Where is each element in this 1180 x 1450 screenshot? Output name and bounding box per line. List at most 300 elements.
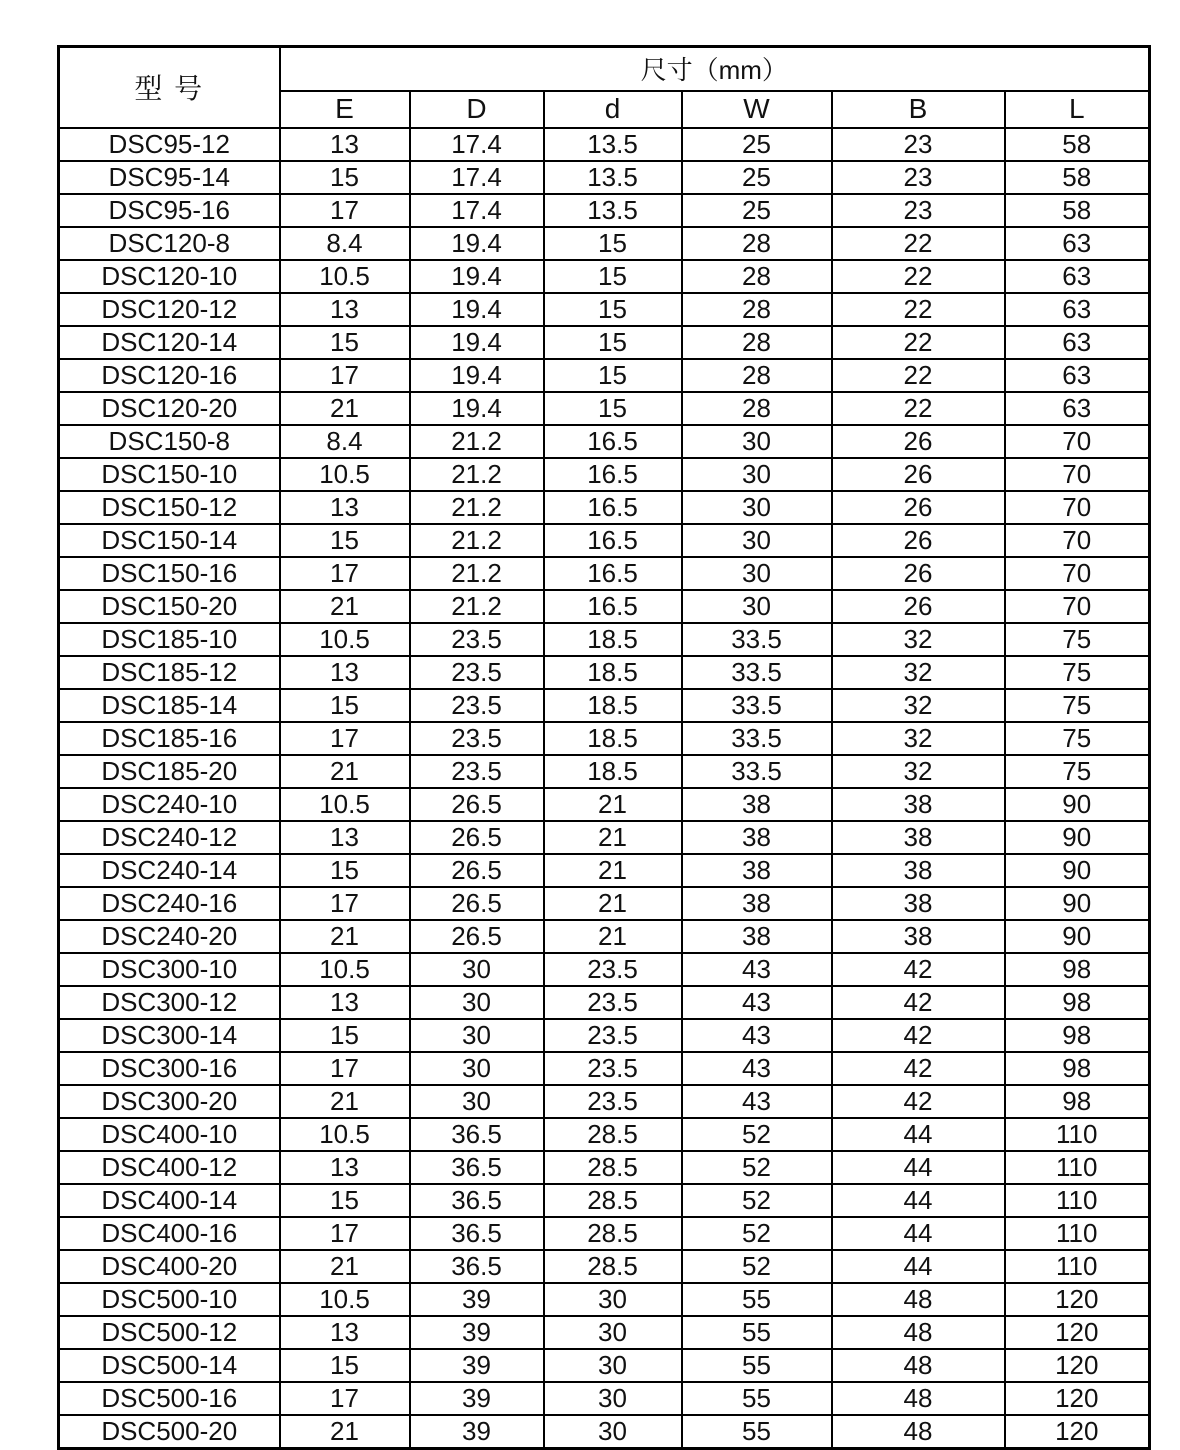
value-cell-D: 17.4 <box>410 128 544 161</box>
value-cell-D: 17.4 <box>410 161 544 194</box>
value-cell-D: 30 <box>410 1019 544 1052</box>
value-cell-d: 18.5 <box>544 755 682 788</box>
table-row <box>59 1052 1150 1085</box>
value-cell-d: 23.5 <box>544 953 682 986</box>
value-cell-d: 18.5 <box>544 623 682 656</box>
value-cell-D: 21.2 <box>410 491 544 524</box>
value-cell-d: 21 <box>544 854 682 887</box>
value-cell-D: 39 <box>410 1382 544 1415</box>
value-cell-W: 33.5 <box>682 623 832 656</box>
value-cell-L: 98 <box>1005 1085 1150 1118</box>
value-cell-B: 22 <box>832 392 1005 425</box>
value-cell-D: 23.5 <box>410 656 544 689</box>
value-cell-D: 30 <box>410 1052 544 1085</box>
table-row <box>59 161 1150 194</box>
table-row <box>59 359 1150 392</box>
value-cell-E: 17 <box>280 194 410 227</box>
value-cell-W: 55 <box>682 1415 832 1449</box>
value-cell-L: 110 <box>1005 1184 1150 1217</box>
value-cell-L: 63 <box>1005 293 1150 326</box>
value-cell-B: 38 <box>832 788 1005 821</box>
value-cell-L: 63 <box>1005 260 1150 293</box>
value-cell-d: 16.5 <box>544 557 682 590</box>
value-cell-L: 70 <box>1005 491 1150 524</box>
model-cell: DSC300-20 <box>59 1085 280 1118</box>
value-cell-B: 32 <box>832 656 1005 689</box>
value-cell-D: 26.5 <box>410 821 544 854</box>
value-cell-d: 28.5 <box>544 1151 682 1184</box>
table-row <box>59 293 1150 326</box>
value-cell-B: 23 <box>832 161 1005 194</box>
value-cell-B: 22 <box>832 227 1005 260</box>
value-cell-L: 63 <box>1005 359 1150 392</box>
value-cell-D: 23.5 <box>410 689 544 722</box>
model-cell: DSC120-10 <box>59 260 280 293</box>
model-cell: DSC150-20 <box>59 590 280 623</box>
value-cell-L: 63 <box>1005 392 1150 425</box>
value-cell-L: 90 <box>1005 854 1150 887</box>
value-cell-E: 15 <box>280 689 410 722</box>
value-cell-W: 33.5 <box>682 656 832 689</box>
value-cell-W: 33.5 <box>682 755 832 788</box>
column-header-W: W <box>682 91 832 128</box>
table-row <box>59 887 1150 920</box>
value-cell-B: 42 <box>832 986 1005 1019</box>
value-cell-B: 38 <box>832 854 1005 887</box>
value-cell-B: 26 <box>832 590 1005 623</box>
value-cell-L: 120 <box>1005 1349 1150 1382</box>
model-cell: DSC120-14 <box>59 326 280 359</box>
value-cell-W: 25 <box>682 161 832 194</box>
value-cell-D: 36.5 <box>410 1118 544 1151</box>
value-cell-E: 15 <box>280 524 410 557</box>
model-cell: DSC120-12 <box>59 293 280 326</box>
value-cell-d: 16.5 <box>544 458 682 491</box>
value-cell-L: 90 <box>1005 821 1150 854</box>
value-cell-E: 13 <box>280 293 410 326</box>
value-cell-W: 43 <box>682 986 832 1019</box>
value-cell-D: 19.4 <box>410 392 544 425</box>
value-cell-d: 15 <box>544 227 682 260</box>
model-cell: DSC240-16 <box>59 887 280 920</box>
value-cell-D: 21.2 <box>410 557 544 590</box>
value-cell-B: 38 <box>832 821 1005 854</box>
value-cell-W: 52 <box>682 1250 832 1283</box>
value-cell-d: 30 <box>544 1415 682 1449</box>
table-row <box>59 1217 1150 1250</box>
value-cell-D: 26.5 <box>410 854 544 887</box>
column-header-D: D <box>410 91 544 128</box>
value-cell-W: 52 <box>682 1118 832 1151</box>
table-row <box>59 1085 1150 1118</box>
value-cell-W: 28 <box>682 326 832 359</box>
value-cell-d: 13.5 <box>544 161 682 194</box>
value-cell-B: 26 <box>832 524 1005 557</box>
value-cell-D: 30 <box>410 1085 544 1118</box>
value-cell-W: 28 <box>682 260 832 293</box>
value-cell-W: 55 <box>682 1349 832 1382</box>
value-cell-B: 48 <box>832 1415 1005 1449</box>
value-cell-B: 23 <box>832 194 1005 227</box>
column-header-L: L <box>1005 91 1150 128</box>
table-row <box>59 194 1150 227</box>
value-cell-B: 38 <box>832 887 1005 920</box>
value-cell-B: 26 <box>832 557 1005 590</box>
table-row <box>59 920 1150 953</box>
value-cell-E: 17 <box>280 1052 410 1085</box>
value-cell-E: 21 <box>280 755 410 788</box>
value-cell-L: 75 <box>1005 623 1150 656</box>
value-cell-B: 22 <box>832 326 1005 359</box>
value-cell-D: 17.4 <box>410 194 544 227</box>
value-cell-L: 70 <box>1005 590 1150 623</box>
model-cell: DSC185-20 <box>59 755 280 788</box>
value-cell-E: 10.5 <box>280 260 410 293</box>
value-cell-L: 90 <box>1005 788 1150 821</box>
model-cell: DSC240-10 <box>59 788 280 821</box>
value-cell-B: 22 <box>832 293 1005 326</box>
model-cell: DSC300-10 <box>59 953 280 986</box>
value-cell-D: 36.5 <box>410 1151 544 1184</box>
value-cell-L: 110 <box>1005 1118 1150 1151</box>
value-cell-E: 10.5 <box>280 458 410 491</box>
value-cell-W: 43 <box>682 1085 832 1118</box>
column-header-B: B <box>832 91 1005 128</box>
value-cell-L: 110 <box>1005 1217 1150 1250</box>
value-cell-d: 28.5 <box>544 1250 682 1283</box>
value-cell-E: 15 <box>280 326 410 359</box>
value-cell-E: 21 <box>280 920 410 953</box>
value-cell-L: 75 <box>1005 755 1150 788</box>
model-cell: DSC500-14 <box>59 1349 280 1382</box>
value-cell-L: 70 <box>1005 557 1150 590</box>
value-cell-W: 28 <box>682 392 832 425</box>
value-cell-d: 23.5 <box>544 986 682 1019</box>
value-cell-L: 98 <box>1005 1019 1150 1052</box>
model-cell: DSC500-12 <box>59 1316 280 1349</box>
table-row <box>59 557 1150 590</box>
value-cell-E: 17 <box>280 722 410 755</box>
model-cell: DSC150-8 <box>59 425 280 458</box>
value-cell-W: 52 <box>682 1151 832 1184</box>
table-row <box>59 524 1150 557</box>
value-cell-L: 98 <box>1005 986 1150 1019</box>
value-cell-E: 10.5 <box>280 1283 410 1316</box>
value-cell-d: 16.5 <box>544 590 682 623</box>
value-cell-W: 30 <box>682 557 832 590</box>
value-cell-d: 16.5 <box>544 524 682 557</box>
model-cell: DSC400-10 <box>59 1118 280 1151</box>
value-cell-W: 43 <box>682 1052 832 1085</box>
value-cell-E: 13 <box>280 1151 410 1184</box>
value-cell-D: 19.4 <box>410 326 544 359</box>
model-cell: DSC120-20 <box>59 392 280 425</box>
value-cell-W: 38 <box>682 788 832 821</box>
value-cell-B: 48 <box>832 1349 1005 1382</box>
value-cell-L: 90 <box>1005 887 1150 920</box>
model-cell: DSC240-12 <box>59 821 280 854</box>
value-cell-B: 23 <box>832 128 1005 161</box>
column-header-d: d <box>544 91 682 128</box>
value-cell-W: 43 <box>682 1019 832 1052</box>
value-cell-d: 23.5 <box>544 1019 682 1052</box>
model-cell: DSC300-16 <box>59 1052 280 1085</box>
value-cell-E: 21 <box>280 1085 410 1118</box>
value-cell-d: 30 <box>544 1316 682 1349</box>
value-cell-L: 75 <box>1005 722 1150 755</box>
value-cell-D: 36.5 <box>410 1184 544 1217</box>
model-cell: DSC500-10 <box>59 1283 280 1316</box>
table-row <box>59 1118 1150 1151</box>
value-cell-W: 28 <box>682 293 832 326</box>
value-cell-B: 32 <box>832 755 1005 788</box>
value-cell-B: 26 <box>832 458 1005 491</box>
value-cell-d: 18.5 <box>544 689 682 722</box>
value-cell-D: 21.2 <box>410 590 544 623</box>
value-cell-E: 13 <box>280 1316 410 1349</box>
value-cell-d: 16.5 <box>544 425 682 458</box>
value-cell-d: 21 <box>544 920 682 953</box>
value-cell-L: 98 <box>1005 1052 1150 1085</box>
value-cell-D: 23.5 <box>410 755 544 788</box>
table-row <box>59 590 1150 623</box>
model-cell: DSC150-10 <box>59 458 280 491</box>
value-cell-W: 52 <box>682 1217 832 1250</box>
value-cell-E: 13 <box>280 986 410 1019</box>
value-cell-B: 22 <box>832 359 1005 392</box>
value-cell-W: 33.5 <box>682 689 832 722</box>
value-cell-B: 42 <box>832 1019 1005 1052</box>
value-cell-W: 38 <box>682 887 832 920</box>
value-cell-B: 42 <box>832 953 1005 986</box>
value-cell-d: 23.5 <box>544 1085 682 1118</box>
value-cell-d: 30 <box>544 1349 682 1382</box>
model-cell: DSC120-16 <box>59 359 280 392</box>
value-cell-B: 42 <box>832 1052 1005 1085</box>
model-cell: DSC400-12 <box>59 1151 280 1184</box>
value-cell-d: 30 <box>544 1382 682 1415</box>
value-cell-d: 15 <box>544 260 682 293</box>
value-cell-D: 21.2 <box>410 425 544 458</box>
value-cell-B: 38 <box>832 920 1005 953</box>
value-cell-L: 70 <box>1005 524 1150 557</box>
value-cell-B: 48 <box>832 1316 1005 1349</box>
value-cell-W: 55 <box>682 1382 832 1415</box>
value-cell-W: 38 <box>682 854 832 887</box>
value-cell-E: 21 <box>280 392 410 425</box>
value-cell-D: 30 <box>410 953 544 986</box>
value-cell-D: 21.2 <box>410 524 544 557</box>
model-cell: DSC400-16 <box>59 1217 280 1250</box>
table-row <box>59 458 1150 491</box>
table-row <box>59 491 1150 524</box>
table-row <box>59 755 1150 788</box>
value-cell-L: 120 <box>1005 1382 1150 1415</box>
table-row <box>59 623 1150 656</box>
table-row <box>59 1184 1150 1217</box>
dimensions-header: 尺寸（mm） <box>280 47 1150 91</box>
model-cell: DSC150-12 <box>59 491 280 524</box>
value-cell-d: 30 <box>544 1283 682 1316</box>
table-row <box>59 722 1150 755</box>
value-cell-W: 55 <box>682 1316 832 1349</box>
table-row <box>59 689 1150 722</box>
table-row <box>59 425 1150 458</box>
value-cell-D: 19.4 <box>410 227 544 260</box>
table-row <box>59 1283 1150 1316</box>
value-cell-W: 30 <box>682 590 832 623</box>
dimension-spec-table <box>57 45 1151 1450</box>
model-cell: DSC400-20 <box>59 1250 280 1283</box>
value-cell-L: 110 <box>1005 1151 1150 1184</box>
value-cell-L: 63 <box>1005 326 1150 359</box>
value-cell-E: 21 <box>280 1415 410 1449</box>
table-body <box>59 128 1150 1449</box>
value-cell-E: 15 <box>280 1349 410 1382</box>
table-row <box>59 1349 1150 1382</box>
value-cell-B: 32 <box>832 722 1005 755</box>
value-cell-d: 18.5 <box>544 656 682 689</box>
value-cell-D: 19.4 <box>410 260 544 293</box>
value-cell-E: 15 <box>280 161 410 194</box>
table-row <box>59 227 1150 260</box>
model-cell: DSC500-16 <box>59 1382 280 1415</box>
value-cell-L: 63 <box>1005 227 1150 260</box>
value-cell-d: 28.5 <box>544 1184 682 1217</box>
model-cell: DSC240-20 <box>59 920 280 953</box>
value-cell-B: 48 <box>832 1283 1005 1316</box>
value-cell-W: 38 <box>682 920 832 953</box>
value-cell-E: 21 <box>280 590 410 623</box>
table-row <box>59 821 1150 854</box>
value-cell-B: 44 <box>832 1250 1005 1283</box>
value-cell-D: 26.5 <box>410 887 544 920</box>
value-cell-B: 22 <box>832 260 1005 293</box>
model-cell: DSC185-10 <box>59 623 280 656</box>
value-cell-d: 15 <box>544 326 682 359</box>
value-cell-D: 36.5 <box>410 1250 544 1283</box>
value-cell-d: 15 <box>544 392 682 425</box>
model-cell: DSC95-14 <box>59 161 280 194</box>
value-cell-E: 8.4 <box>280 227 410 260</box>
value-cell-W: 52 <box>682 1184 832 1217</box>
value-cell-W: 43 <box>682 953 832 986</box>
value-cell-E: 10.5 <box>280 953 410 986</box>
value-cell-B: 44 <box>832 1217 1005 1250</box>
value-cell-B: 26 <box>832 491 1005 524</box>
value-cell-E: 10.5 <box>280 1118 410 1151</box>
value-cell-L: 120 <box>1005 1415 1150 1449</box>
model-cell: DSC150-14 <box>59 524 280 557</box>
value-cell-W: 38 <box>682 821 832 854</box>
table-row <box>59 326 1150 359</box>
model-cell: DSC150-16 <box>59 557 280 590</box>
value-cell-L: 58 <box>1005 194 1150 227</box>
value-cell-E: 13 <box>280 128 410 161</box>
value-cell-W: 55 <box>682 1283 832 1316</box>
table-row <box>59 953 1150 986</box>
value-cell-d: 23.5 <box>544 1052 682 1085</box>
value-cell-D: 39 <box>410 1415 544 1449</box>
value-cell-W: 28 <box>682 227 832 260</box>
value-cell-d: 15 <box>544 293 682 326</box>
value-cell-E: 15 <box>280 854 410 887</box>
table-row <box>59 854 1150 887</box>
table-row <box>59 986 1150 1019</box>
model-cell: DSC120-8 <box>59 227 280 260</box>
table-row <box>59 260 1150 293</box>
value-cell-L: 58 <box>1005 161 1150 194</box>
value-cell-W: 25 <box>682 194 832 227</box>
value-cell-W: 33.5 <box>682 722 832 755</box>
value-cell-L: 90 <box>1005 920 1150 953</box>
value-cell-E: 13 <box>280 656 410 689</box>
value-cell-E: 8.4 <box>280 425 410 458</box>
model-cell: DSC300-14 <box>59 1019 280 1052</box>
value-cell-B: 42 <box>832 1085 1005 1118</box>
header-row-top <box>59 47 1150 91</box>
value-cell-D: 26.5 <box>410 920 544 953</box>
table-row <box>59 1382 1150 1415</box>
model-cell: DSC240-14 <box>59 854 280 887</box>
value-cell-B: 48 <box>832 1382 1005 1415</box>
value-cell-d: 28.5 <box>544 1118 682 1151</box>
model-cell: DSC185-14 <box>59 689 280 722</box>
model-cell: DSC95-12 <box>59 128 280 161</box>
value-cell-d: 13.5 <box>544 194 682 227</box>
value-cell-W: 30 <box>682 458 832 491</box>
value-cell-L: 70 <box>1005 425 1150 458</box>
value-cell-L: 110 <box>1005 1250 1150 1283</box>
value-cell-E: 10.5 <box>280 623 410 656</box>
value-cell-E: 13 <box>280 821 410 854</box>
value-cell-B: 32 <box>832 623 1005 656</box>
value-cell-L: 120 <box>1005 1283 1150 1316</box>
table-row <box>59 1316 1150 1349</box>
value-cell-B: 44 <box>832 1151 1005 1184</box>
table-row <box>59 128 1150 161</box>
value-cell-W: 30 <box>682 491 832 524</box>
value-cell-D: 36.5 <box>410 1217 544 1250</box>
value-cell-W: 28 <box>682 359 832 392</box>
value-cell-D: 19.4 <box>410 293 544 326</box>
value-cell-E: 17 <box>280 887 410 920</box>
value-cell-d: 21 <box>544 887 682 920</box>
value-cell-E: 17 <box>280 557 410 590</box>
value-cell-B: 26 <box>832 425 1005 458</box>
value-cell-L: 58 <box>1005 128 1150 161</box>
value-cell-L: 70 <box>1005 458 1150 491</box>
value-cell-L: 75 <box>1005 656 1150 689</box>
model-cell: DSC185-12 <box>59 656 280 689</box>
model-cell: DSC300-12 <box>59 986 280 1019</box>
value-cell-d: 28.5 <box>544 1217 682 1250</box>
table-row <box>59 788 1150 821</box>
value-cell-D: 39 <box>410 1283 544 1316</box>
model-cell: DSC95-16 <box>59 194 280 227</box>
model-cell: DSC185-16 <box>59 722 280 755</box>
value-cell-E: 15 <box>280 1019 410 1052</box>
table-row <box>59 1019 1150 1052</box>
value-cell-D: 23.5 <box>410 623 544 656</box>
column-header-E: E <box>280 91 410 128</box>
value-cell-d: 13.5 <box>544 128 682 161</box>
value-cell-D: 39 <box>410 1349 544 1382</box>
value-cell-d: 16.5 <box>544 491 682 524</box>
value-cell-E: 15 <box>280 1184 410 1217</box>
value-cell-L: 120 <box>1005 1316 1150 1349</box>
value-cell-E: 21 <box>280 1250 410 1283</box>
